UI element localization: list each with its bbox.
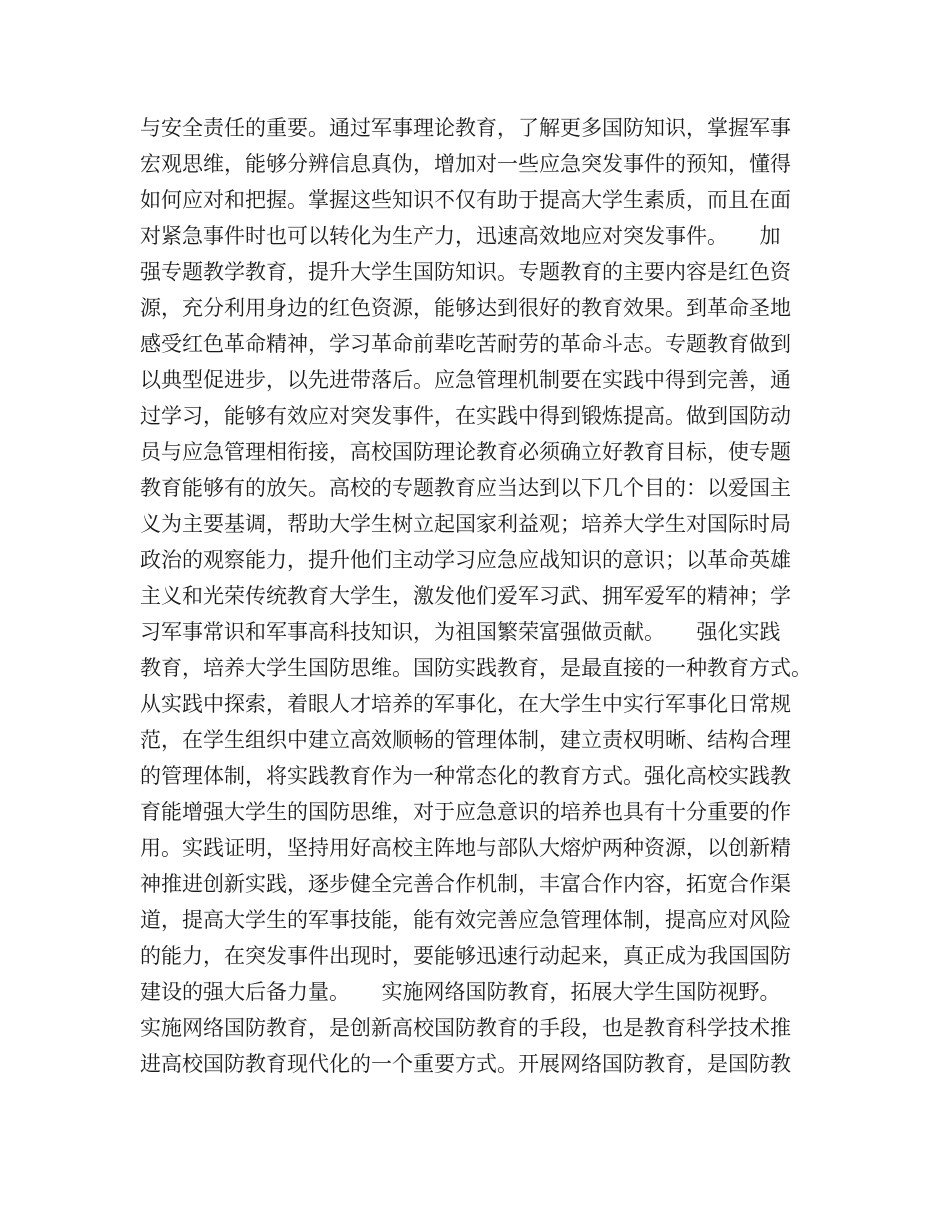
text-line: 教育，培养大学生国防思维。国防实践教育，是最直接的一种教育方式。	[140, 656, 812, 680]
text-line: 宏观思维，能够分辨信息真伪，增加对一些应急突发事件的预知，懂得	[140, 152, 791, 176]
text-line: 从实践中探索，着眼人才培养的军事化，在大学生中实行军事化日常规	[140, 692, 791, 716]
text-line: 范，在学生组织中建立高效顺畅的管理体制，建立责权明晰、结构合理	[140, 728, 791, 752]
text-line: 如何应对和把握。掌握这些知识不仅有助于提高大学生素质，而且在面	[140, 188, 791, 212]
text-line: 的能力，在突发事件出现时，要能够迅速行动起来，真正成为我国国防	[140, 944, 791, 968]
text-line: 建设的强大后备力量。 实施网络国防教育，拓展大学生国防视野。	[140, 980, 781, 1004]
text-line: 与安全责任的重要。通过军事理论教育，了解更多国防知识，掌握军事	[140, 116, 791, 140]
text-line: 源，充分利用身边的红色资源，能够达到很好的教育效果。到革命圣地	[140, 296, 791, 320]
text-line: 教育能够有的放矢。高校的专题教育应当达到以下几个目的：以爱国主	[140, 476, 791, 500]
text-line: 进高校国防教育现代化的一个重要方式。开展网络国防教育，是国防教	[140, 1052, 791, 1076]
text-line: 义为主要基调，帮助大学生树立起国家利益观；培养大学生对国际时局	[140, 512, 791, 536]
text-line: 的管理体制，将实践教育作为一种常态化的教育方式。强化高校实践教	[140, 764, 791, 788]
text-line: 以典型促进步，以先进带落后。应急管理机制要在实践中得到完善，通	[140, 368, 791, 392]
text-line: 实施网络国防教育，是创新高校国防教育的手段，也是教育科学技术推	[140, 1016, 791, 1040]
text-line: 习军事常识和军事高科技知识，为祖国繁荣富强做贡献。 强化实践	[140, 620, 781, 644]
text-line: 道，提高大学生的军事技能，能有效完善应急管理体制，提高应对风险	[140, 908, 791, 932]
text-line: 过学习，能够有效应对突发事件，在实践中得到锻炼提高。做到国防动	[140, 404, 791, 428]
text-line: 用。实践证明，坚持用好高校主阵地与部队大熔炉两种资源，以创新精	[140, 836, 791, 860]
text-line: 主义和光荣传统教育大学生，激发他们爱军习武、拥军爱军的精神；学	[140, 584, 791, 608]
text-line: 员与应急管理相衔接，高校国防理论教育必须确立好教育目标，使专题	[140, 440, 791, 464]
text-line: 对紧急事件时也可以转化为生产力，迅速高效地应对突发事件。 加	[140, 224, 781, 248]
text-line: 强专题教学教育，提升大学生国防知识。专题教育的主要内容是红色资	[140, 260, 791, 284]
text-line: 神推进创新实践，逐步健全完善合作机制，丰富合作内容，拓宽合作渠	[140, 872, 791, 896]
text-line: 政治的观察能力，提升他们主动学习应急应战知识的意识；以革命英雄	[140, 548, 791, 572]
text-line: 育能增强大学生的国防思维，对于应急意识的培养也具有十分重要的作	[140, 800, 791, 824]
text-line: 感受红色革命精神，学习革命前辈吃苦耐劳的革命斗志。专题教育做到	[140, 332, 791, 356]
